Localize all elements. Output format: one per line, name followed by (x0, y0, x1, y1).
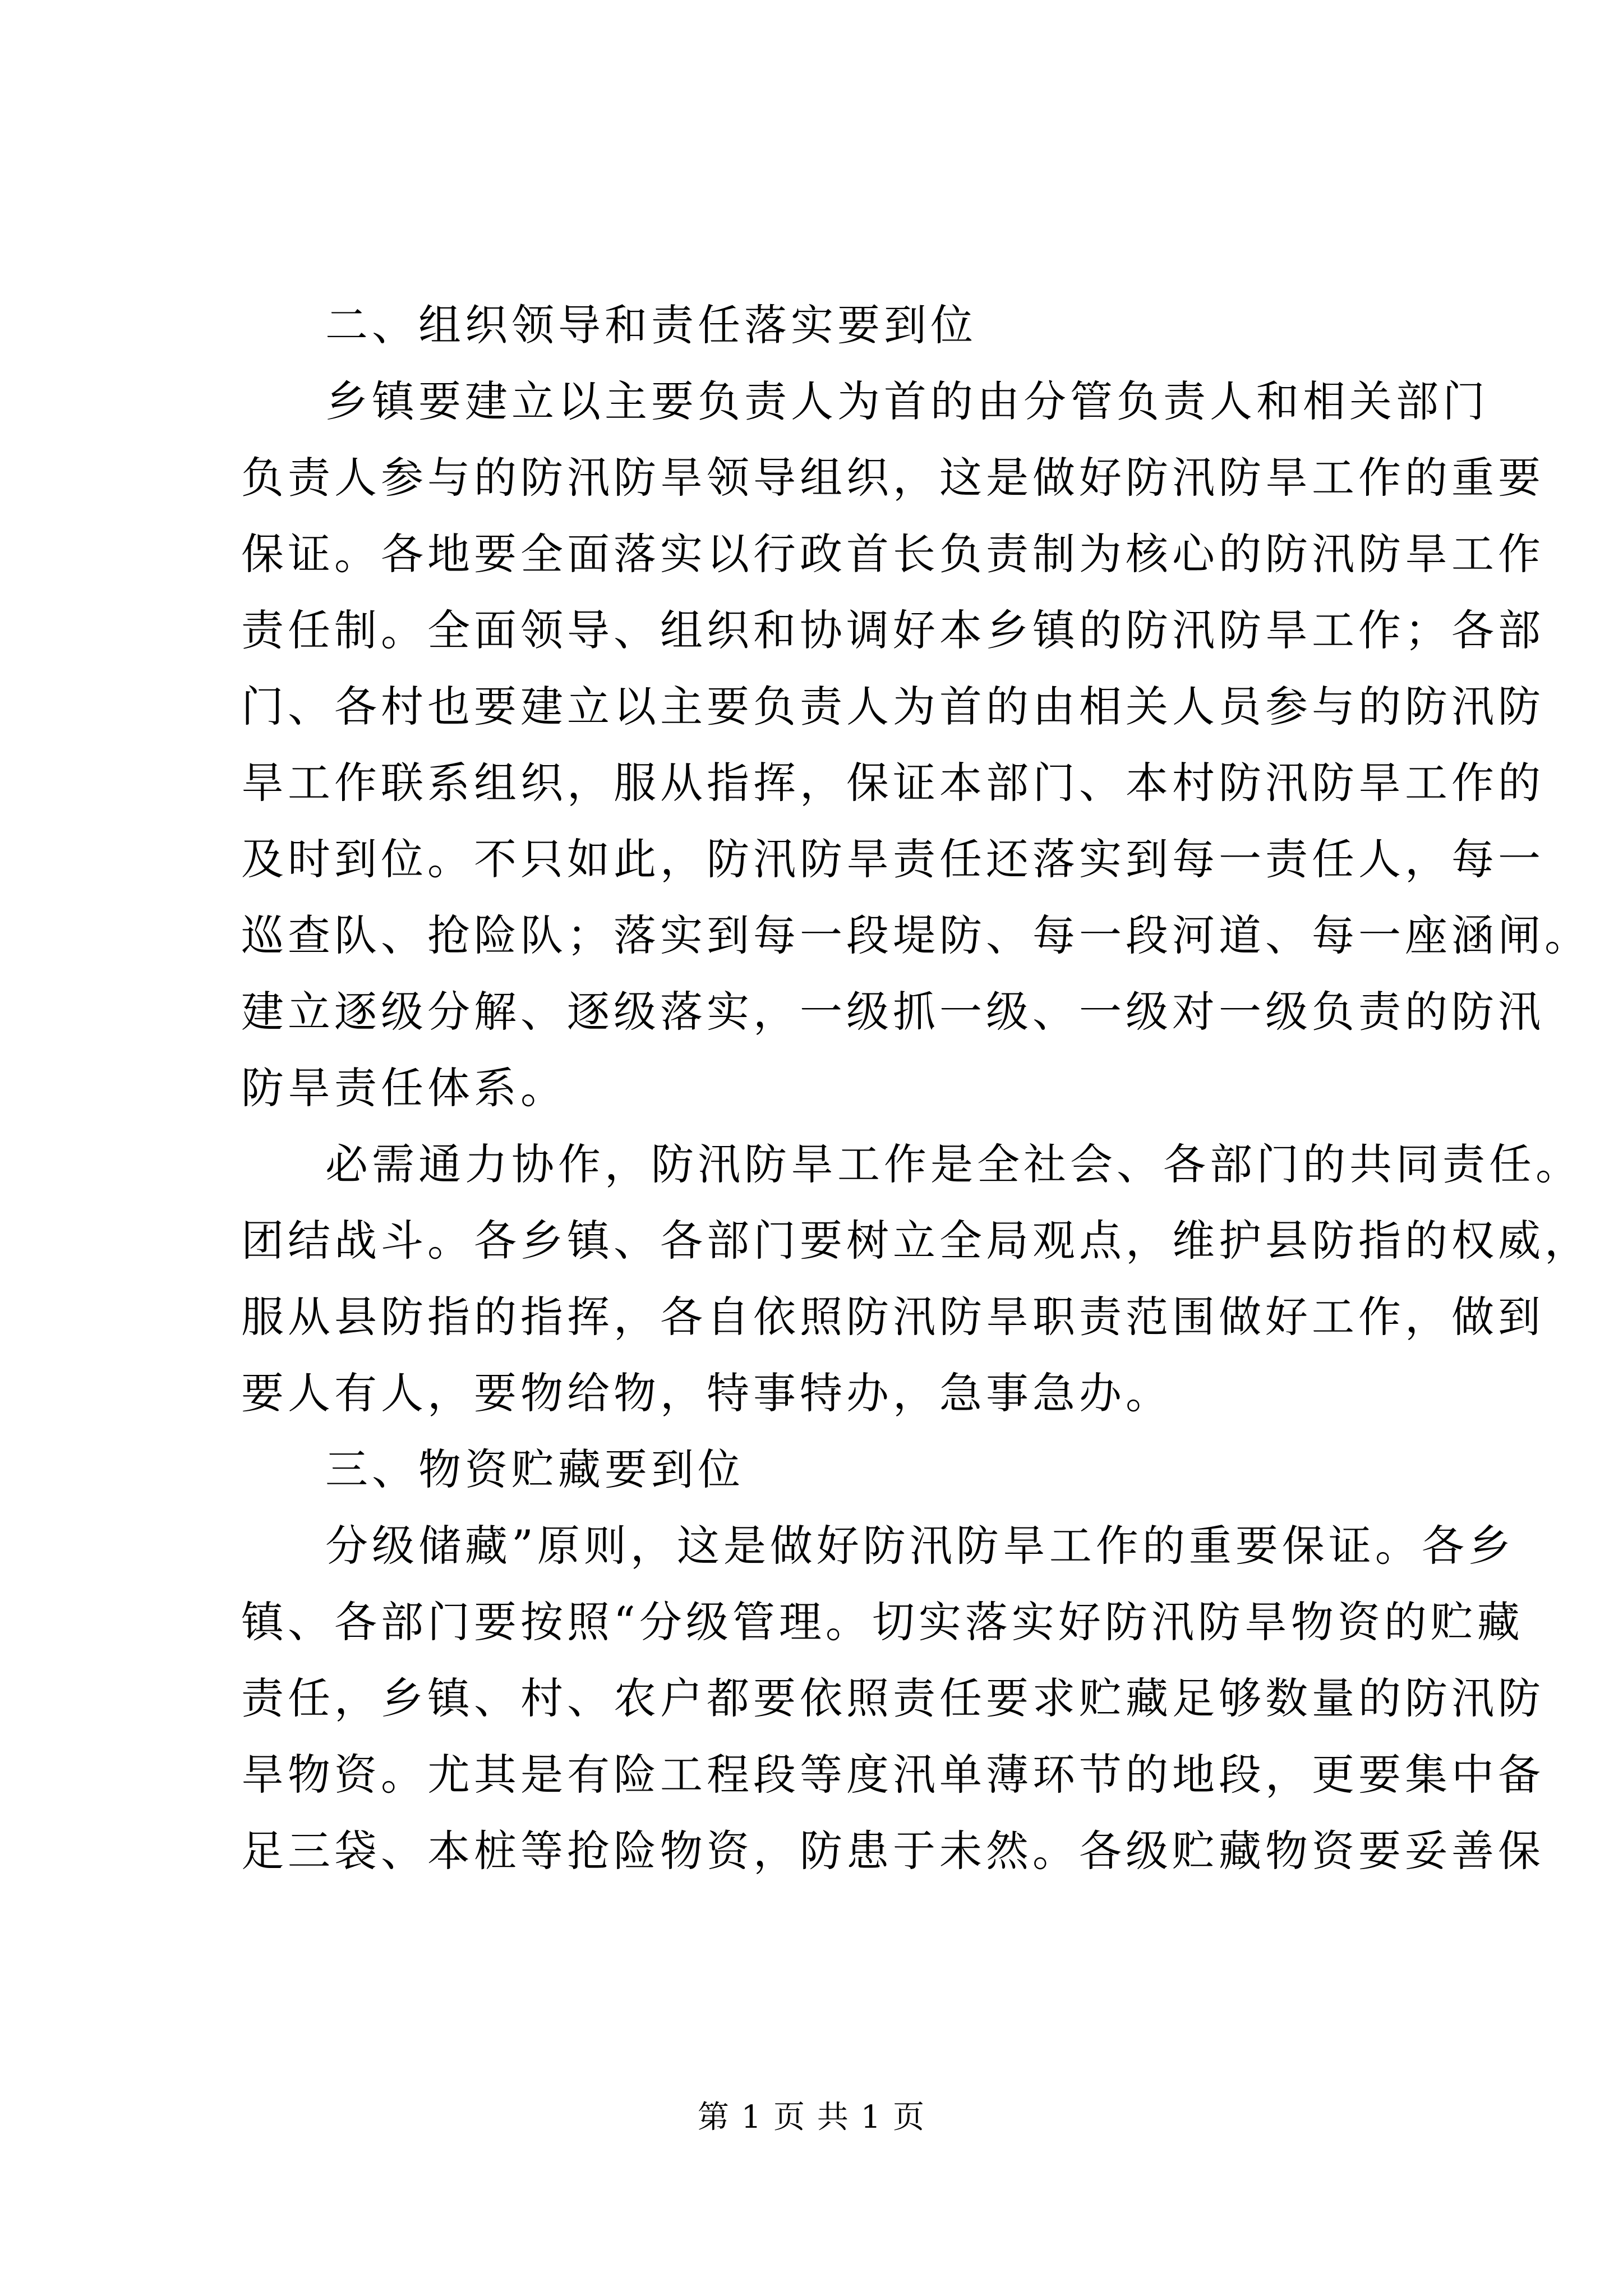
text-line: 巡查队、抢险队；落实到每一段堤防、每一段河道、每一座涵闸。 (241, 910, 1591, 960)
text-line: 责任，乡镇、村、农户都要依照责任要求贮藏足够数量的防汛防 (241, 1673, 1544, 1723)
text-line: 建立逐级分解、逐级落实，一级抓一级、一级对一级负责的防汛 (241, 987, 1544, 1037)
text-line: 三、物资贮藏要到位 (325, 1444, 744, 1494)
text-line: 分级储藏”原则，这是做好防汛防旱工作的重要保证。各乡 (325, 1521, 1515, 1571)
text-line: 防旱责任体系。 (241, 1063, 567, 1113)
text-line: 服从县防指的指挥，各自依照防汛防旱职责范围做好工作，做到 (241, 1292, 1544, 1342)
text-line: 团结战斗。各乡镇、各部门要树立全局观点，维护县防指的权威， (241, 1216, 1591, 1266)
text-line: 足三袋、本桩等抢险物资，防患于未然。各级贮藏物资要妥善保 (241, 1826, 1544, 1876)
text-line: 二、组织领导和责任落实要到位 (325, 300, 977, 350)
text-line: 要人有人，要物给物，特事特办，急事急办。 (241, 1368, 1172, 1418)
document-body (241, 287, 1591, 1889)
page-footer: 第 1 页 共 1 页 (697, 2099, 926, 2136)
text-line: 门、各村也要建立以主要负责人为首的由相关人员参与的防汛防 (241, 682, 1544, 731)
text-line: 责任制。全面领导、组织和协调好本乡镇的防汛防旱工作；各部 (241, 605, 1544, 655)
text-line: 镇、各部门要按照“分级管理。切实落实好防汛防旱物资的贮藏 (241, 1597, 1524, 1647)
text-line: 乡镇要建立以主要负责人为首的由分管负责人和相关部门 (325, 376, 1489, 426)
text-line: 负责人参与的防汛防旱领导组织，这是做好防汛防旱工作的重要 (241, 453, 1544, 503)
text-line: 旱物资。尤其是有险工程段等度汛单薄环节的地段，更要集中备 (241, 1750, 1544, 1800)
text-line: 及时到位。不只如此，防汛防旱责任还落实到每一责任人，每一 (241, 834, 1544, 884)
text-line: 旱工作联系组织，服从指挥，保证本部门、本村防汛防旱工作的 (241, 758, 1544, 808)
text-line: 保证。各地要全面落实以行政首长负责制为核心的防汛防旱工作 (241, 529, 1544, 579)
text-line: 必需通力协作，防汛防旱工作是全社会、各部门的共同责任。 (325, 1139, 1582, 1189)
